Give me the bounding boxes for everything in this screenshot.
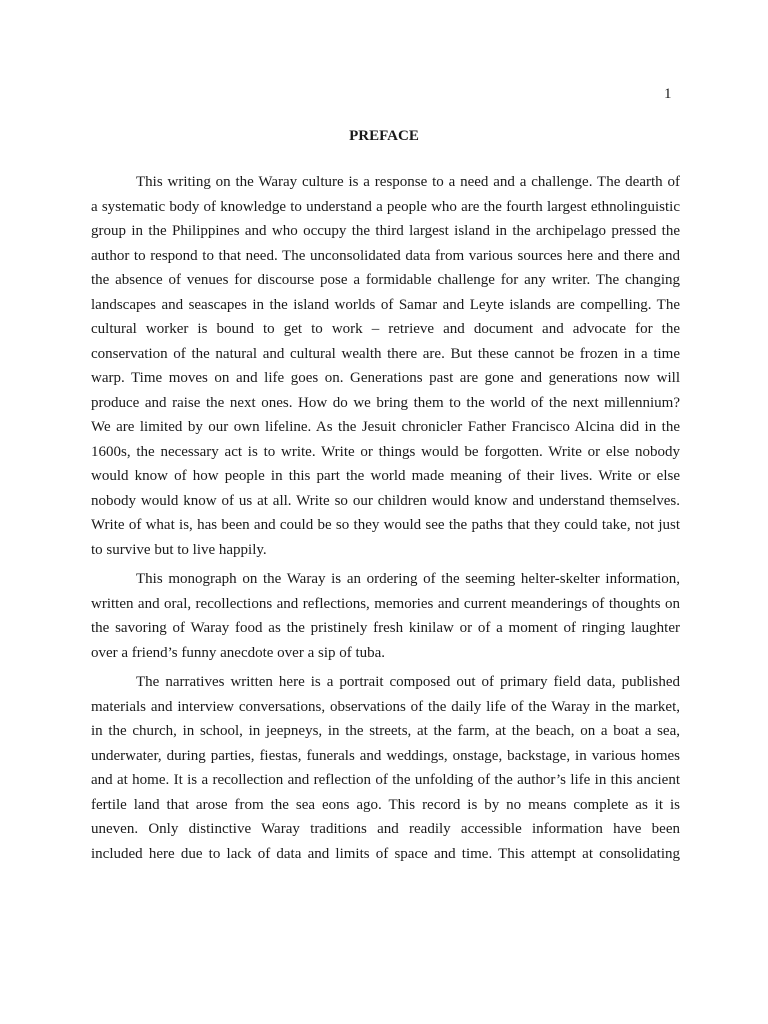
paragraph <box>91 567 680 665</box>
text-line: We are limited by our own lifeline. As the Jesuit chronicler Father Francisco Alcina did in the <box>91 419 680 435</box>
text-line: 1600s, the necessary act is to write. Write or things would be forgotten. Write or else nobody <box>91 443 680 460</box>
paragraph <box>91 670 680 866</box>
text-line: produce and raise the next ones. How do we bring them to the world of the next millennium? <box>91 394 680 411</box>
text-line: materials and interview conversations, observations of the daily life of the Waray in the market, <box>91 698 680 715</box>
text-line: underwater, during parties, fiestas, funerals and weddings, onstage, backstage, in various homes <box>91 747 680 764</box>
text-line: This monograph on the Waray is an ordering of the seeming helter-skelter information, <box>136 571 680 587</box>
text-line: uneven. Only distinctive Waray traditions and readily accessible information have been <box>91 821 680 837</box>
text-line: group in the Philippines and who occupy the third largest island in the archipelago pressed the <box>91 223 680 239</box>
page-title: PREFACE <box>349 128 419 144</box>
text-line: written and oral, recollections and reflections, memories and current meanderings of thoughts on <box>91 595 680 612</box>
text-line: the savoring of Waray food as the pristinely fresh kinilaw or of a moment of ringing laughter <box>91 620 680 636</box>
text-line: fertile land that arose from the sea eons ago. This record is by no means complete as it is <box>91 796 680 813</box>
text-line: the absence of venues for discourse pose a formidable challenge for any writer. The changing <box>91 272 680 288</box>
text-line: over a friend’s funny anecdote over a sip of tuba. <box>91 644 386 661</box>
text-line: would know of how people in this part the world made meaning of their lives. Write or else <box>91 468 680 484</box>
document-body <box>91 170 680 866</box>
text-line: warp. Time moves on and life goes on. Generations past are gone and generations now will <box>91 370 680 386</box>
text-line: conservation of the natural and cultural wealth there are. But these cannot be frozen in a time <box>91 345 680 362</box>
text-line: to survive but to live happily. <box>91 541 267 558</box>
text-line: cultural worker is bound to get to work – retrieve and document and advocate for the <box>91 321 680 337</box>
text-line: nobody would know of us at all. Write so our children would know and understand themselves. <box>91 492 680 509</box>
page-number: 1 <box>664 86 672 102</box>
text-line: in the church, in school, in jeepneys, in the streets, at the farm, at the beach, on a boat a sea, <box>91 723 680 739</box>
text-line: Write of what is, has been and could be so they would see the paths that they could take, not just <box>91 517 680 533</box>
text-line: This writing on the Waray culture is a response to a need and a challenge. The dearth of <box>136 174 680 190</box>
text-line: author to respond to that need. The unconsolidated data from various sources here and there and <box>91 247 680 264</box>
paragraph <box>91 170 680 562</box>
text-line: The narratives written here is a portrait composed out of primary field data, published <box>136 674 680 690</box>
text-line: a systematic body of knowledge to understand a people who are the fourth largest ethnolinguistic <box>91 198 680 215</box>
text-line: and at home. It is a recollection and reflection of the unfolding of the author’s life in this ancient <box>91 772 680 788</box>
text-line: landscapes and seascapes in the island worlds of Samar and Leyte islands are compelling. The <box>91 296 680 313</box>
text-line: included here due to lack of data and limits of space and time. This attempt at consolidating <box>91 845 680 862</box>
